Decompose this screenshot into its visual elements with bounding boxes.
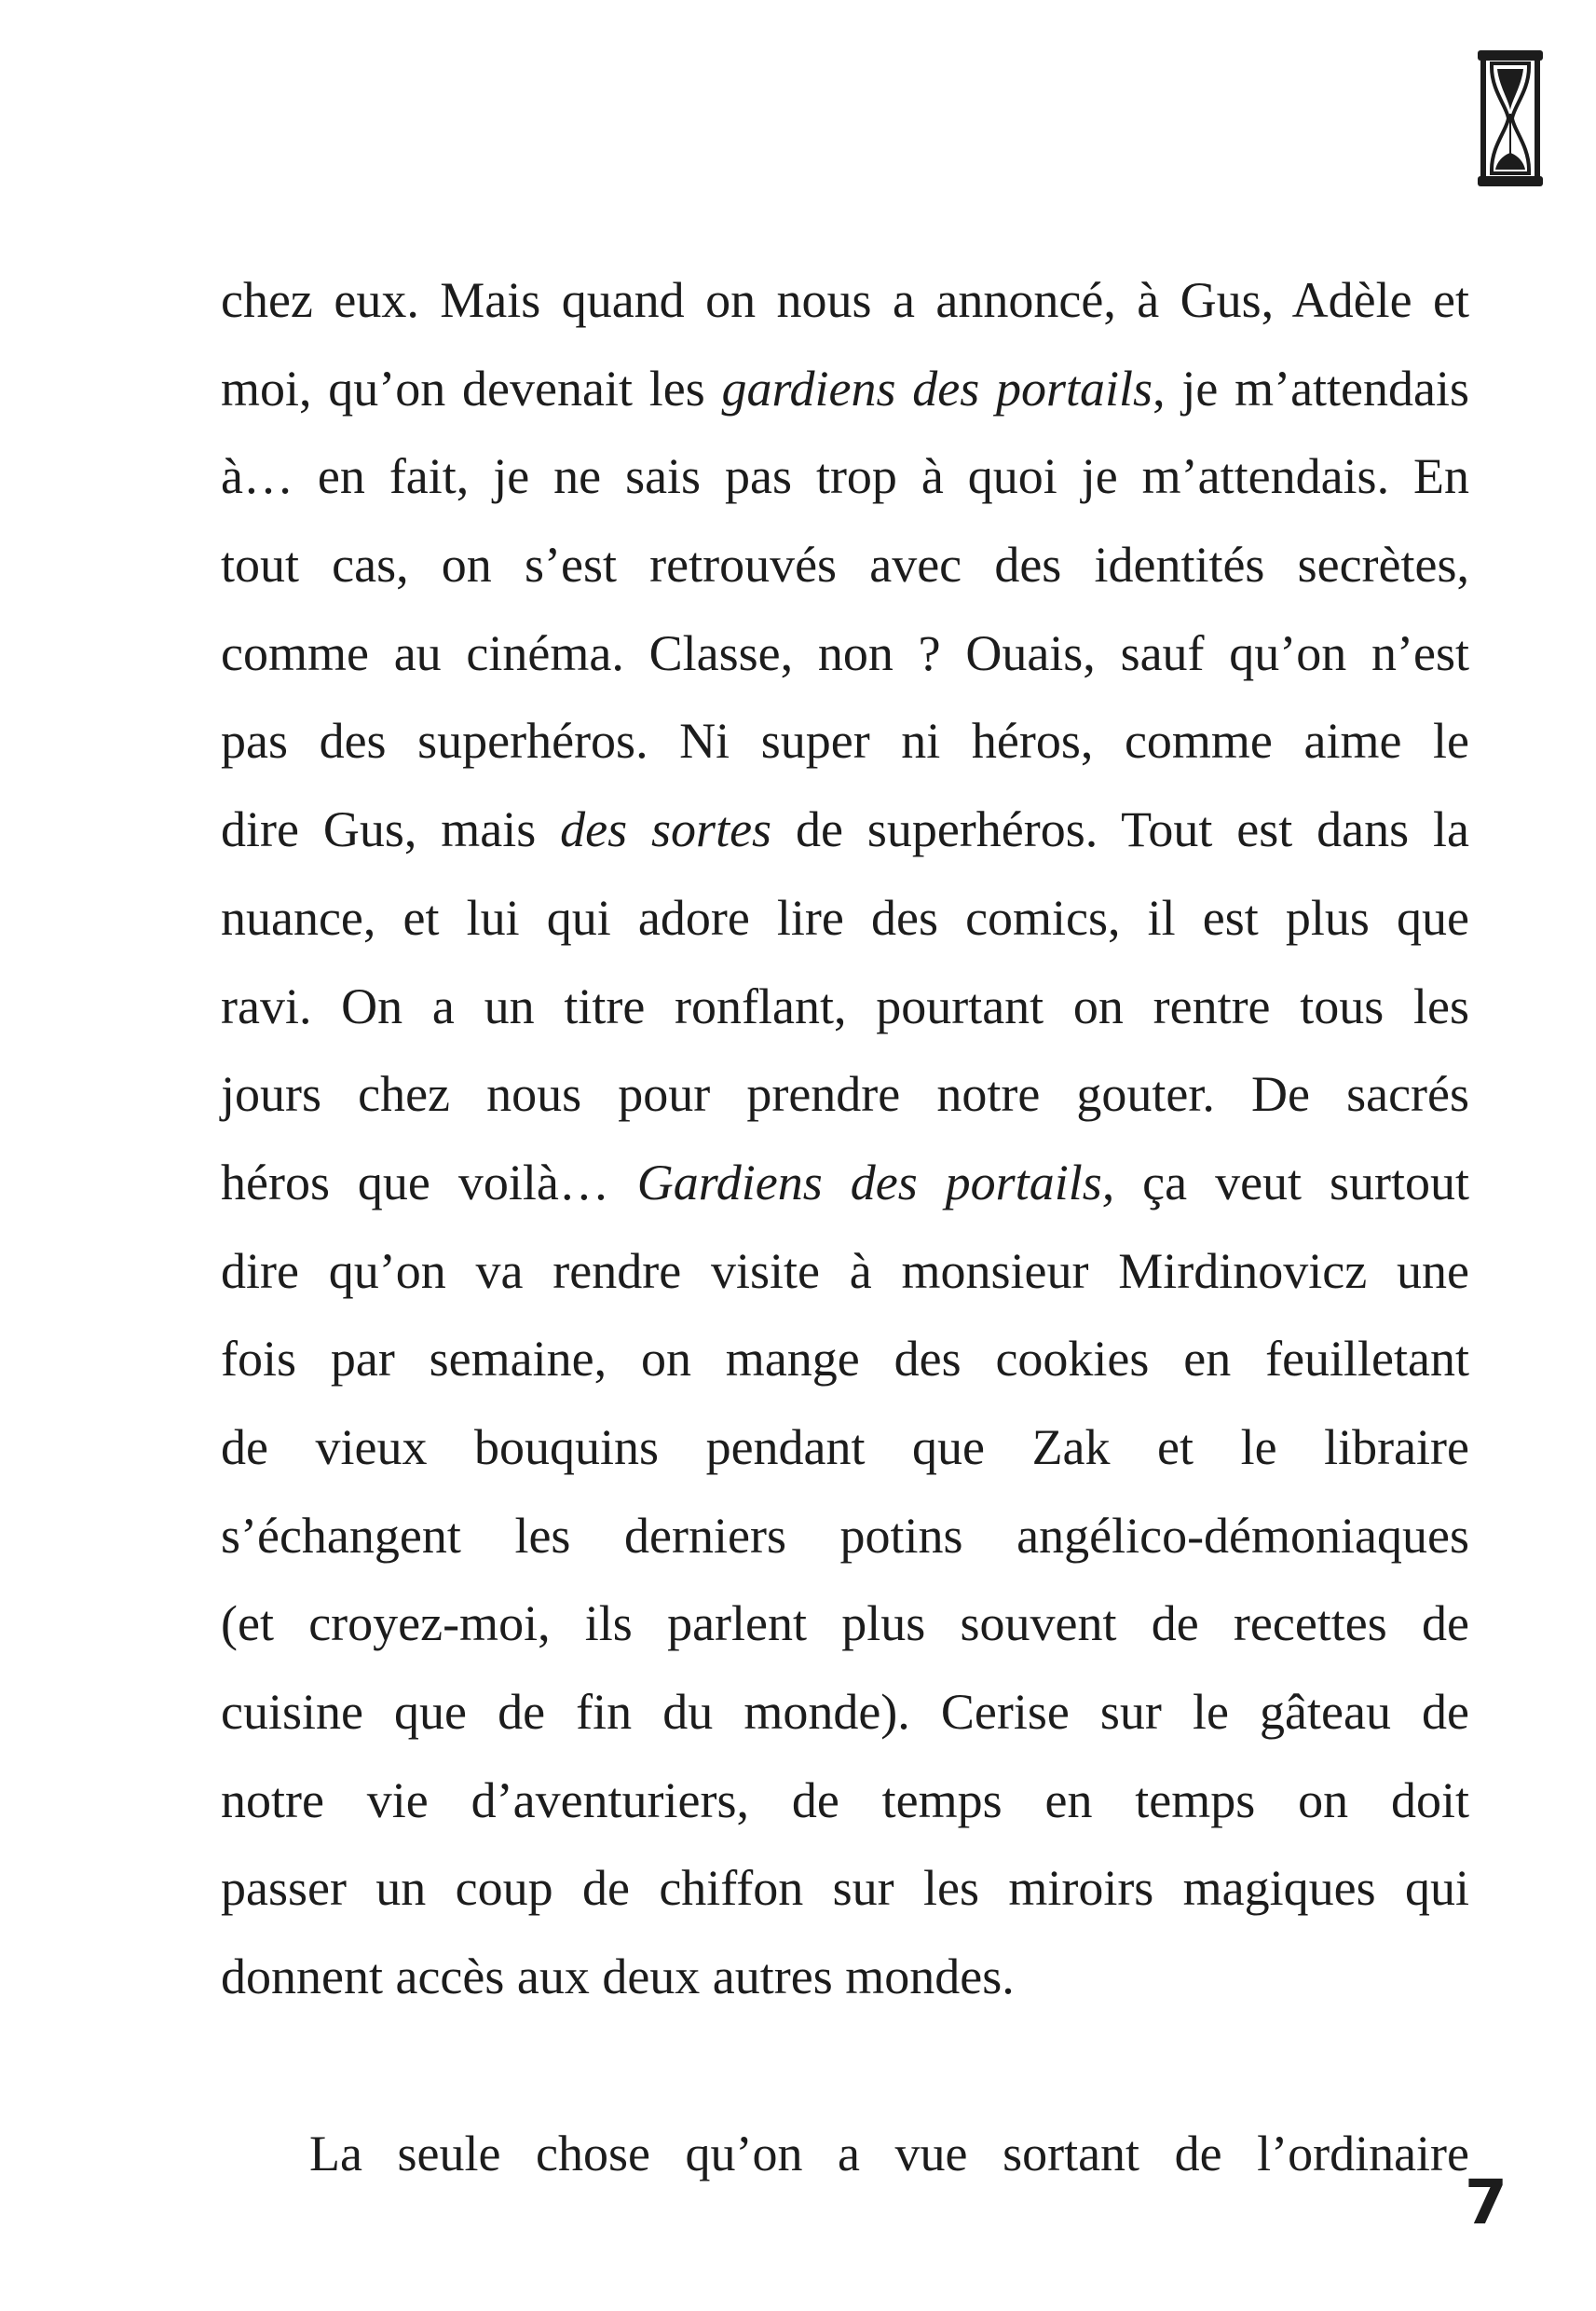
italic-segment: des sortes — [560, 801, 772, 858]
text-line — [221, 2110, 1469, 2198]
text-line — [221, 1050, 1469, 1139]
text-line — [221, 786, 1469, 874]
text-line — [221, 345, 1469, 433]
text-line — [221, 521, 1469, 609]
text-segment: La seule chose qu’on a vue sortant de l’ordinaire — [309, 2125, 1469, 2181]
text-segment: chez eux. Mais quand on nous a annoncé, à Gus, Adèle et — [221, 272, 1469, 328]
text-line — [221, 1403, 1469, 1492]
text-segment: cuisine que de fin du monde). Cerise sur le gâteau de — [221, 1684, 1469, 1740]
text-line — [221, 963, 1469, 1051]
text-line — [221, 1757, 1469, 1845]
text-segment: dire Gus, mais — [221, 801, 561, 858]
text-line — [221, 432, 1469, 521]
italic-segment: gardiens des portails — [721, 360, 1153, 417]
paragraph-1 — [221, 256, 1469, 2021]
text-segment: dire qu’on va rendre visite à monsieur Mirdinovicz une — [221, 1242, 1469, 1299]
text-segment: fois par semaine, on mange des cookies en feuilletant — [221, 1331, 1469, 1388]
text-line — [221, 1579, 1469, 1668]
text-line — [221, 1668, 1469, 1757]
text-segment: de superhéros. Tout est dans la — [771, 801, 1470, 858]
text-line — [221, 1315, 1469, 1403]
text-line — [221, 1492, 1469, 1580]
text-segment: tout cas, on s’est retrouvés avec des identités secrètes, — [221, 537, 1469, 594]
text-line — [221, 256, 1469, 345]
text-segment: jours chez nous pour prendre notre gouter. De sacrés — [221, 1066, 1469, 1123]
text-segment: , je m’attendais — [1153, 360, 1469, 417]
text-line — [221, 1844, 1469, 1933]
hourglass-icon — [1477, 48, 1544, 188]
text-line — [221, 1227, 1469, 1316]
italic-segment: Gardiens des portails, — [636, 1154, 1115, 1210]
text-segment: nuance, et lui qui adore lire des comics, il est plus que — [221, 889, 1469, 946]
text-segment: pas des superhéros. Ni super ni héros, comme aime le — [221, 713, 1469, 770]
text-segment: de vieux bouquins pendant que Zak et le libraire — [221, 1418, 1469, 1475]
text-segment: héros que voilà… — [221, 1154, 637, 1210]
text-line — [221, 697, 1469, 786]
text-segment: à… en fait, je ne sais pas trop à quoi je m’attendais. En — [221, 448, 1469, 505]
text-segment: notre vie d’aventuriers, de temps en temps on doit — [221, 1771, 1469, 1828]
text-segment: s’échangent les derniers potins angélico-démoniaques — [221, 1507, 1469, 1564]
text-segment: (et croyez-moi, ils parlent plus souvent de recettes de — [221, 1595, 1469, 1652]
body-text — [221, 256, 1469, 2197]
text-line — [221, 1933, 1469, 2021]
paragraph-2 — [221, 2110, 1469, 2198]
text-segment: comme au cinéma. Classe, non ? Ouais, sauf qu’on n’est — [221, 624, 1469, 681]
page-number: 7 — [1465, 2167, 1507, 2238]
text-segment: passer un coup de chiffon sur les miroirs magiques qui — [221, 1860, 1469, 1917]
text-line — [221, 874, 1469, 963]
text-line — [221, 609, 1469, 698]
text-segment: ravi. On a un titre ronflant, pourtant on rentre tous les — [221, 978, 1469, 1034]
text-line — [221, 1139, 1469, 1227]
text-segment: ça veut surtout — [1114, 1154, 1469, 1210]
text-segment: moi, qu’on devenait les — [221, 360, 722, 417]
text-segment: donnent accès aux deux autres mondes. — [221, 1949, 1015, 2005]
